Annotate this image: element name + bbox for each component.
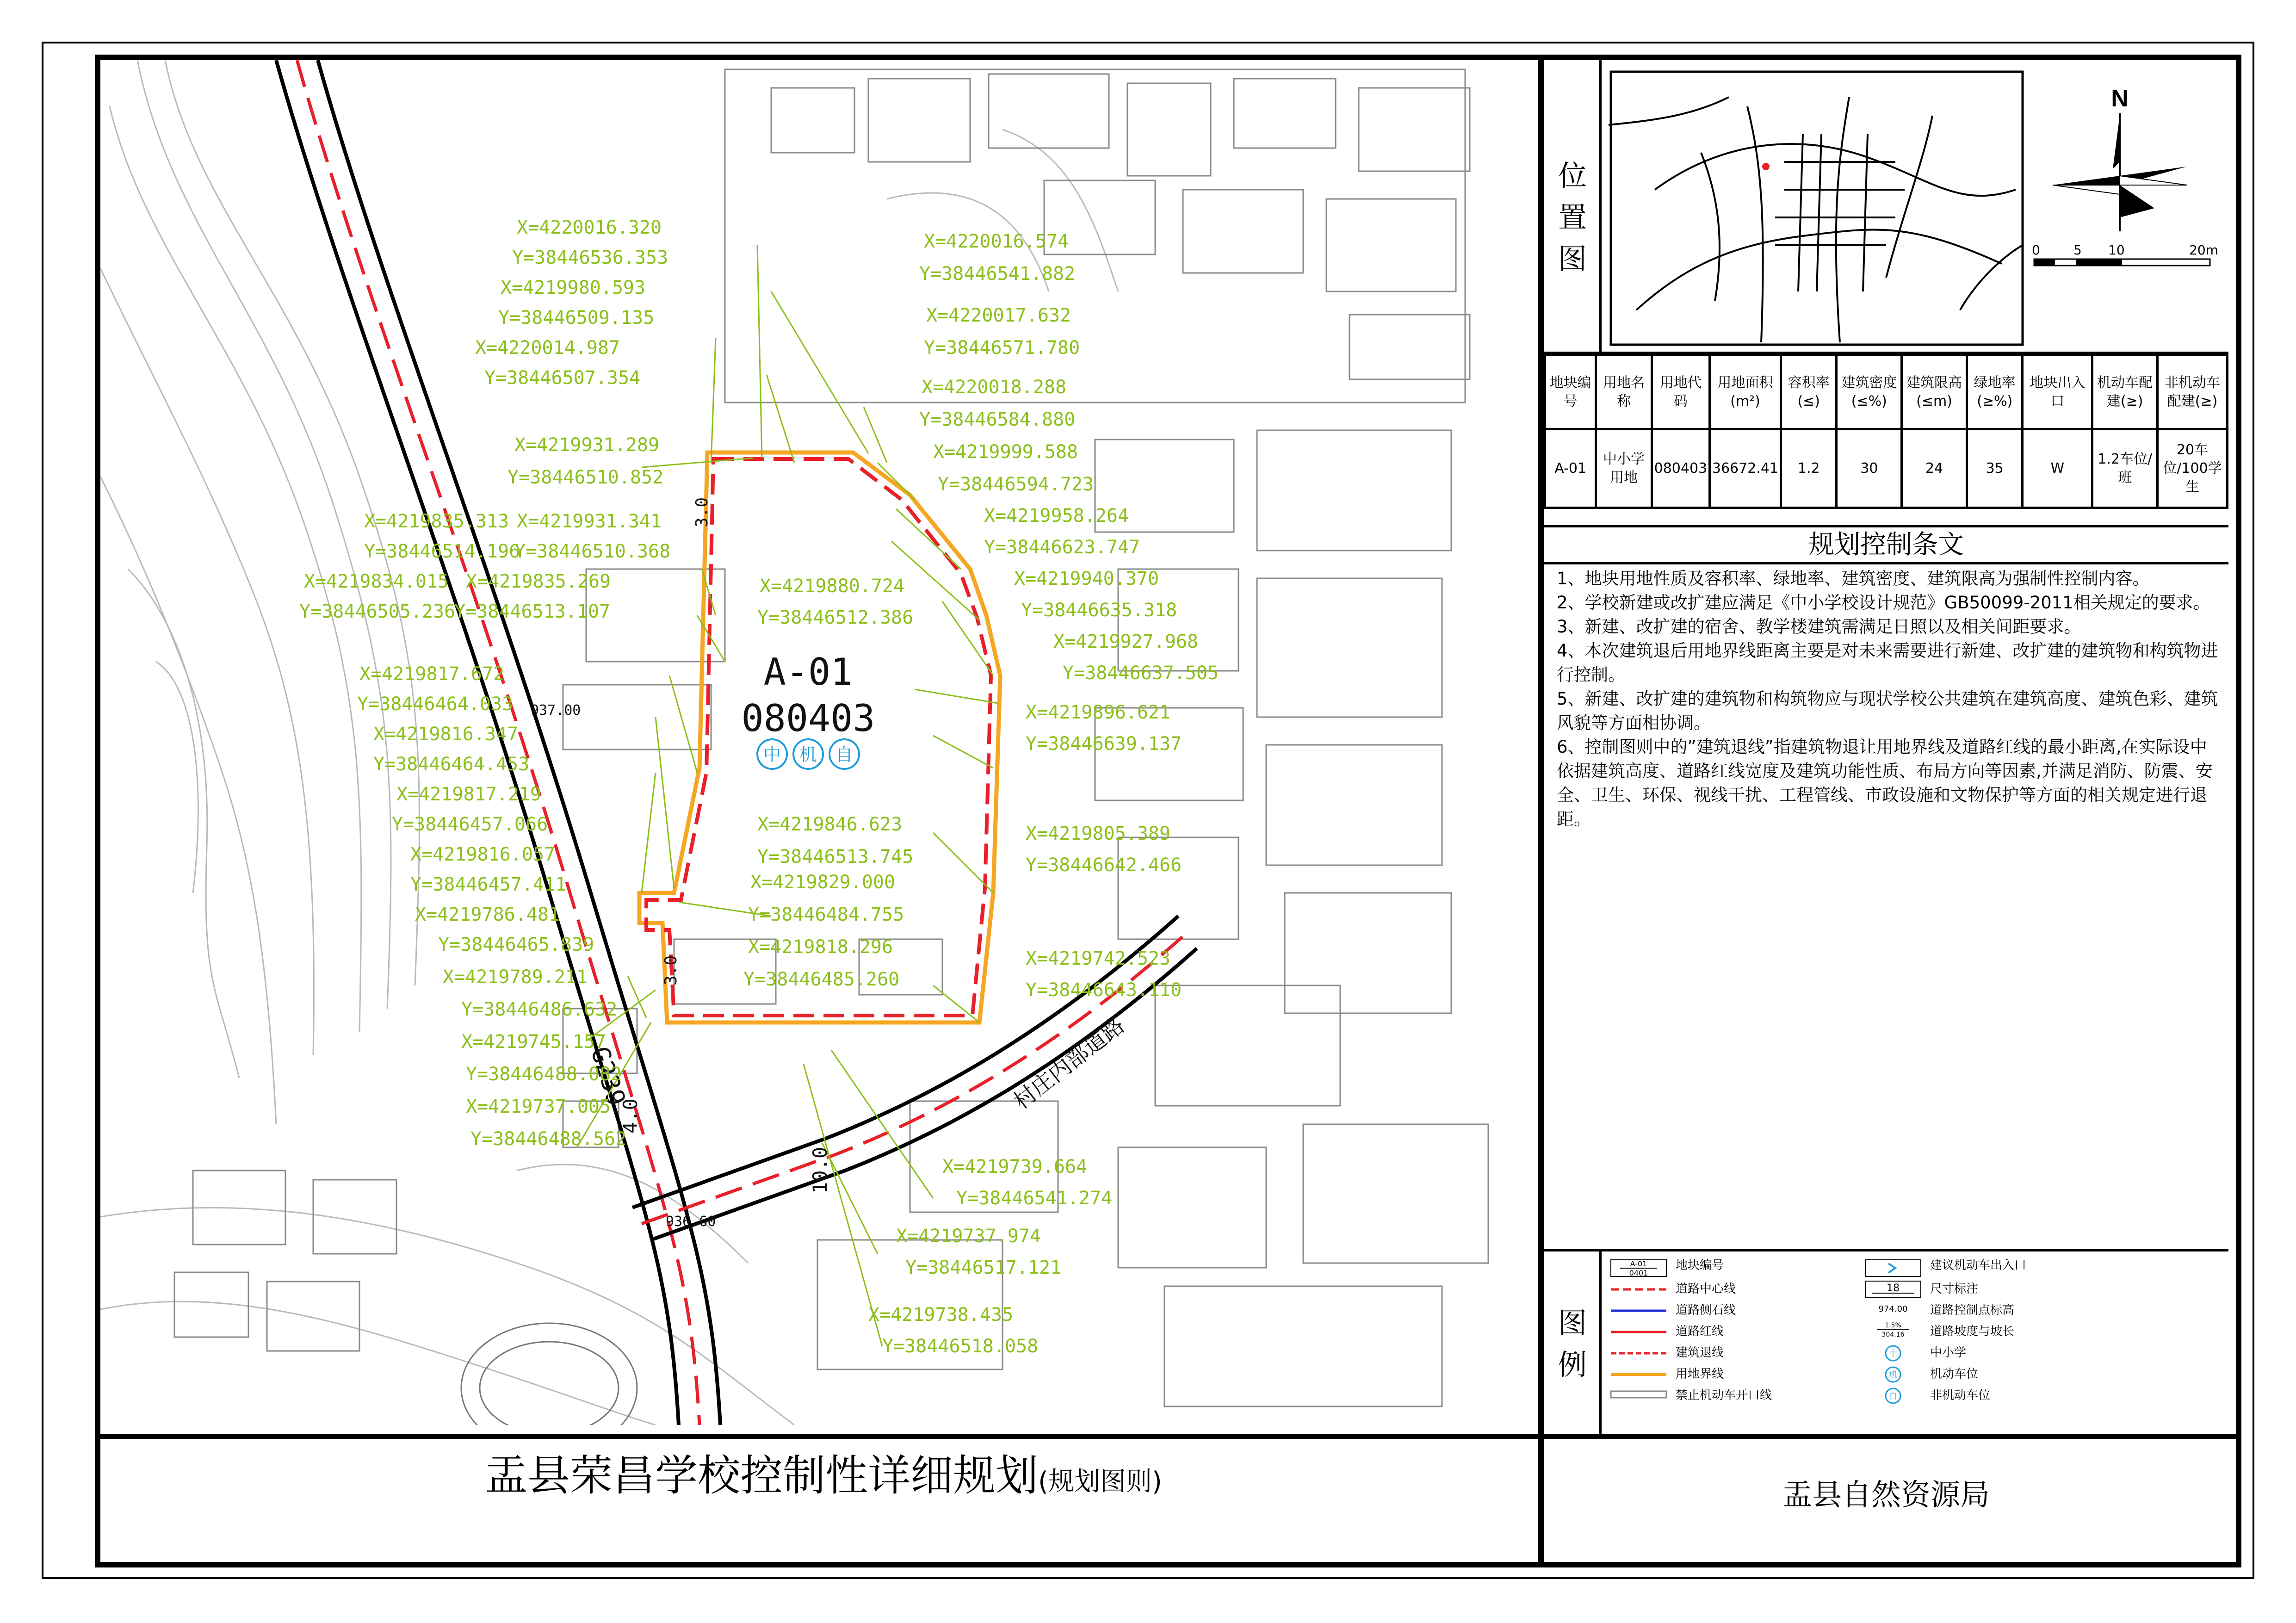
coord-label: X=4219958.264 xyxy=(984,505,1129,527)
rule-item: 4、本次建筑退后用地界线距离主要是对未来需要进行新建、改扩建的建筑物和构筑物进行控制。 xyxy=(1557,641,2218,685)
coord-label: Y=38446541.274 xyxy=(956,1188,1113,1209)
table-cell: 20车位/100学生 xyxy=(2158,429,2228,508)
coord-label: Y=38446507.354 xyxy=(484,367,641,389)
coord-label: Y=38446536.353 xyxy=(512,247,668,268)
bike-legend-icon xyxy=(1886,1388,1900,1403)
svg-text:304.16: 304.16 xyxy=(1881,1331,1905,1338)
north-arrow-icon xyxy=(2053,85,2187,231)
table-cell: 080403 xyxy=(1652,429,1709,508)
table-cell: W xyxy=(2023,429,2092,508)
table-header: 建筑限高(≤m) xyxy=(1902,355,1967,429)
legend-label: 道路坡度与坡长 xyxy=(1930,1325,2015,1338)
coord-label: Y=38446518.058 xyxy=(882,1336,1039,1357)
coord-label: Y=38446509.135 xyxy=(498,307,655,328)
legend-label: 道路红线 xyxy=(1676,1325,1724,1338)
svg-text:机: 机 xyxy=(1889,1370,1897,1380)
coord-label: Y=38446505.236 xyxy=(299,601,456,622)
coord-label: Y=38446510.368 xyxy=(514,541,671,562)
location-map-section xyxy=(1544,60,2228,354)
svg-text:中: 中 xyxy=(1889,1349,1897,1359)
legend-label: 用地界线 xyxy=(1676,1367,1724,1381)
coord-label: X=4219818.296 xyxy=(748,936,893,958)
scale-label: 5 xyxy=(2073,242,2082,258)
coord-label: Y=38446488.082 xyxy=(466,1064,622,1085)
coord-label: X=4219786.481 xyxy=(415,904,560,925)
table-header: 建筑密度(≤%) xyxy=(1837,355,1902,429)
setback-width: 3.0 xyxy=(693,497,712,527)
main-title: 盂县荣昌学校控制性详细规划 xyxy=(485,1451,1039,1500)
table-row xyxy=(1545,429,2228,508)
legend-label: 道路侧石线 xyxy=(1676,1303,1736,1317)
coord-label: X=4219931.341 xyxy=(517,511,662,532)
vehicle-entrance-icon xyxy=(1865,1260,1921,1276)
road-width: 4.0 xyxy=(619,1098,642,1134)
coord-label: Y=38446623.747 xyxy=(984,537,1140,558)
coord-label: X=4220016.574 xyxy=(924,231,1069,252)
coord-label: Y=38446465.839 xyxy=(438,934,594,955)
legend-label: 机动车位 xyxy=(1930,1367,1979,1381)
coordinate-labels xyxy=(299,217,1219,1357)
table-header: 地块编号 xyxy=(1545,355,1596,429)
coord-label: X=4219835.313 xyxy=(364,511,509,532)
coord-label: X=4219817.672 xyxy=(359,663,505,685)
table-header: 地块出入口 xyxy=(2023,355,2092,429)
coord-label: X=4219805.389 xyxy=(1026,823,1171,844)
svg-text:0401: 0401 xyxy=(1629,1269,1648,1277)
elevation-label: 936.60 xyxy=(666,1214,716,1230)
coord-label: X=4219816.057 xyxy=(410,844,556,865)
table-header: 非机动车配建(≥) xyxy=(2158,355,2228,429)
table-cell: A-01 xyxy=(1545,429,1596,508)
coord-label: X=4219742.523 xyxy=(1026,948,1171,969)
rules-list xyxy=(1557,567,2218,831)
rule-item: 2、学校新建或改扩建应满足《中小学校设计规范》GB50099-2011相关规定的要求。 xyxy=(1557,593,2210,613)
coord-label: Y=38446514.196 xyxy=(364,541,520,562)
location-map xyxy=(1609,69,2219,347)
coord-label: Y=38446517.121 xyxy=(905,1257,1062,1278)
setback-width: 3.0 xyxy=(662,955,681,985)
coord-label: Y=38446488.562 xyxy=(470,1128,627,1150)
legend-title: 图例 xyxy=(1558,1306,1587,1381)
table-cell: 36672.41 xyxy=(1709,429,1781,508)
legend-label: 道路控制点标高 xyxy=(1930,1303,2015,1317)
road-label-village: 村庄内部道路 xyxy=(1008,1012,1130,1115)
coord-label: X=4219896.621 xyxy=(1026,702,1171,723)
coord-label: X=4219835.269 xyxy=(466,571,611,592)
legend-title-cell xyxy=(1544,1251,1602,1434)
coord-label: Y=38446541.882 xyxy=(919,263,1076,285)
school-symbol xyxy=(757,739,787,769)
elevation-symbol xyxy=(1879,1304,1908,1314)
coord-label: X=4219789.211 xyxy=(443,966,588,988)
legend-label: 建议机动车出入口 xyxy=(1930,1258,2027,1272)
school-legend-icon xyxy=(1886,1346,1900,1361)
table-cell: 24 xyxy=(1902,429,1967,508)
coord-label: X=4220016.320 xyxy=(517,217,662,238)
coord-label: X=4220017.632 xyxy=(926,305,1071,326)
coord-label: Y=38446643.110 xyxy=(1026,979,1182,1001)
legend-label: 道路中心线 xyxy=(1676,1282,1736,1296)
control-index-table xyxy=(1544,354,2228,509)
coord-label: X=4220018.288 xyxy=(922,377,1067,398)
coord-label: X=4219999.588 xyxy=(933,441,1078,463)
coord-label: Y=38446571.780 xyxy=(924,337,1080,359)
svg-text:1.5%: 1.5% xyxy=(1885,1322,1901,1329)
legend-label: 中小学 xyxy=(1930,1346,1967,1360)
coord-label: X=4219739.664 xyxy=(942,1156,1088,1177)
bike-parking-symbol xyxy=(829,739,859,769)
scale-label: 10 xyxy=(2108,242,2125,258)
svg-text:自: 自 xyxy=(1889,1392,1897,1401)
coord-label: X=4219980.593 xyxy=(501,277,646,298)
coord-label: Y=38446513.745 xyxy=(757,846,914,867)
scale-label: 0 xyxy=(2032,242,2040,258)
stadium xyxy=(461,1323,637,1425)
coord-label: X=4219931.289 xyxy=(514,434,660,456)
coord-label: X=4219737.005 xyxy=(466,1096,611,1117)
scale-label: 20m xyxy=(2189,242,2218,258)
dimension-symbol xyxy=(1865,1281,1921,1298)
table-header: 机动车配建(≥) xyxy=(2092,355,2158,429)
rules-title: 规划控制条文 xyxy=(1544,525,2228,564)
table-cell: 30 xyxy=(1837,429,1902,508)
road-label-g239: G239 xyxy=(585,1043,631,1109)
svg-text:中: 中 xyxy=(763,744,781,765)
coord-label: Y=38446584.880 xyxy=(919,409,1076,430)
coord-label: X=4219738.435 xyxy=(868,1304,1014,1326)
legend-label: 禁止机动车开口线 xyxy=(1676,1388,1772,1402)
road-width: 10.0 xyxy=(809,1146,831,1194)
coord-label: Y=38446642.466 xyxy=(1026,855,1182,876)
location-map-title: 位置图 xyxy=(1558,159,1587,276)
organization-name: 盂县自然资源局 xyxy=(1782,1478,1990,1512)
coord-label: X=4219927.968 xyxy=(1053,631,1199,652)
coord-label: X=4220014.987 xyxy=(475,337,620,359)
car-legend-icon xyxy=(1886,1367,1900,1382)
block-code: 080403 xyxy=(741,697,875,740)
sub-title: (规划图则) xyxy=(1038,1467,1162,1497)
rule-item: 3、新建、改扩建的宿舍、教学楼建筑需满足日照以及相关间距要求。 xyxy=(1557,617,2081,637)
panel-divider xyxy=(1538,60,1544,1562)
svg-text:974.00: 974.00 xyxy=(1878,1304,1908,1314)
coord-label: Y=38446484.755 xyxy=(748,904,904,925)
drawing-title xyxy=(106,1448,1541,1510)
coord-label: X=4219737.974 xyxy=(896,1226,1041,1247)
legend-right-labels xyxy=(1930,1257,2078,1406)
table-header: 绿地率(≥%) xyxy=(1967,355,2022,429)
block-label: A-01 xyxy=(763,650,853,694)
location-map-title-cell xyxy=(1544,60,1602,352)
coord-label: Y=38446513.107 xyxy=(454,601,611,622)
legend-left-labels xyxy=(1676,1257,1824,1406)
table-cell: 35 xyxy=(1967,429,2022,508)
title-divider xyxy=(100,1434,2236,1439)
coord-label: X=4219816.347 xyxy=(373,724,519,745)
coord-label: Y=38446486.632 xyxy=(461,999,618,1020)
coord-label: Y=38446637.505 xyxy=(1063,663,1219,684)
table-cell: 1.2 xyxy=(1781,429,1836,508)
svg-text:自: 自 xyxy=(835,744,854,765)
elevation-label: 937.00 xyxy=(531,702,581,719)
rule-item: 1、地块用地性质及容积率、绿地率、建筑密度、建筑限高为强制性控制内容。 xyxy=(1557,569,2150,588)
table-header: 用地面积(m²) xyxy=(1709,355,1781,429)
coord-label: X=4219829.000 xyxy=(750,872,896,893)
coord-label: Y=38446635.318 xyxy=(1021,600,1177,621)
svg-text:N: N xyxy=(2111,85,2129,112)
legend-label: 尺寸标注 xyxy=(1930,1282,1979,1296)
coord-label: X=4219745.157 xyxy=(461,1031,606,1053)
table-header-row xyxy=(1545,355,2228,429)
car-parking-symbol xyxy=(793,739,823,769)
coord-label: Y=38446457.411 xyxy=(410,874,567,895)
svg-text:18: 18 xyxy=(1887,1282,1900,1294)
legend-label: 地块编号 xyxy=(1676,1258,1724,1272)
table-header: 用地名称 xyxy=(1596,355,1652,429)
ban-opening-symbol xyxy=(1611,1391,1666,1398)
coord-label: Y=38446457.066 xyxy=(392,814,548,835)
legend-label: 建筑退线 xyxy=(1676,1346,1724,1360)
coord-label: Y=38446464.453 xyxy=(373,754,530,775)
scale-bar xyxy=(2032,242,2218,266)
slope-symbol xyxy=(1877,1322,1909,1338)
coord-label: Y=38446594.723 xyxy=(938,474,1094,495)
table-header: 用地代码 xyxy=(1652,355,1709,429)
svg-text:机: 机 xyxy=(799,744,817,765)
coord-label: X=4219846.623 xyxy=(757,814,903,835)
legend-section xyxy=(1544,1249,2228,1434)
rule-item: 5、新建、改扩建的建筑物和构筑物应与现状学校公共建筑在建筑高度、建筑色彩、建筑风貌等方面相协调。 xyxy=(1557,689,2218,733)
planning-map xyxy=(100,60,1544,1425)
coord-label: X=4219880.724 xyxy=(760,576,905,597)
project-location-marker xyxy=(1762,163,1770,170)
coord-label: X=4219834.015 xyxy=(304,571,449,592)
coord-label: Y=38446464.033 xyxy=(357,694,514,715)
rule-item: 6、控制图则中的”建筑退线”指建筑物退让用地界线及道路红线的最小距离,在实际设中依据建筑高度、道路红线宽度及建筑功能性质、布局方向等因素,并满足消防、防震、安全、卫生、环保、视线干扰、工程管线、市政设施和文物保护等方面的相关规定进行退距。 xyxy=(1557,737,2213,829)
svg-text:A-01: A-01 xyxy=(1630,1259,1647,1268)
legend-label: 非机动车位 xyxy=(1930,1388,1991,1402)
coord-label: Y=38446485.260 xyxy=(743,969,900,990)
coord-label: X=4219940.370 xyxy=(1014,568,1159,589)
table-cell: 1.2车位/班 xyxy=(2092,429,2158,508)
coord-label: Y=38446512.386 xyxy=(757,607,914,628)
coord-label: Y=38446510.852 xyxy=(507,467,664,488)
coord-label: X=4219817.219 xyxy=(396,784,542,805)
table-header: 容积率(≤) xyxy=(1781,355,1836,429)
table-cell: 中小学用地 xyxy=(1596,429,1652,508)
coord-label: Y=38446639.137 xyxy=(1026,733,1182,755)
